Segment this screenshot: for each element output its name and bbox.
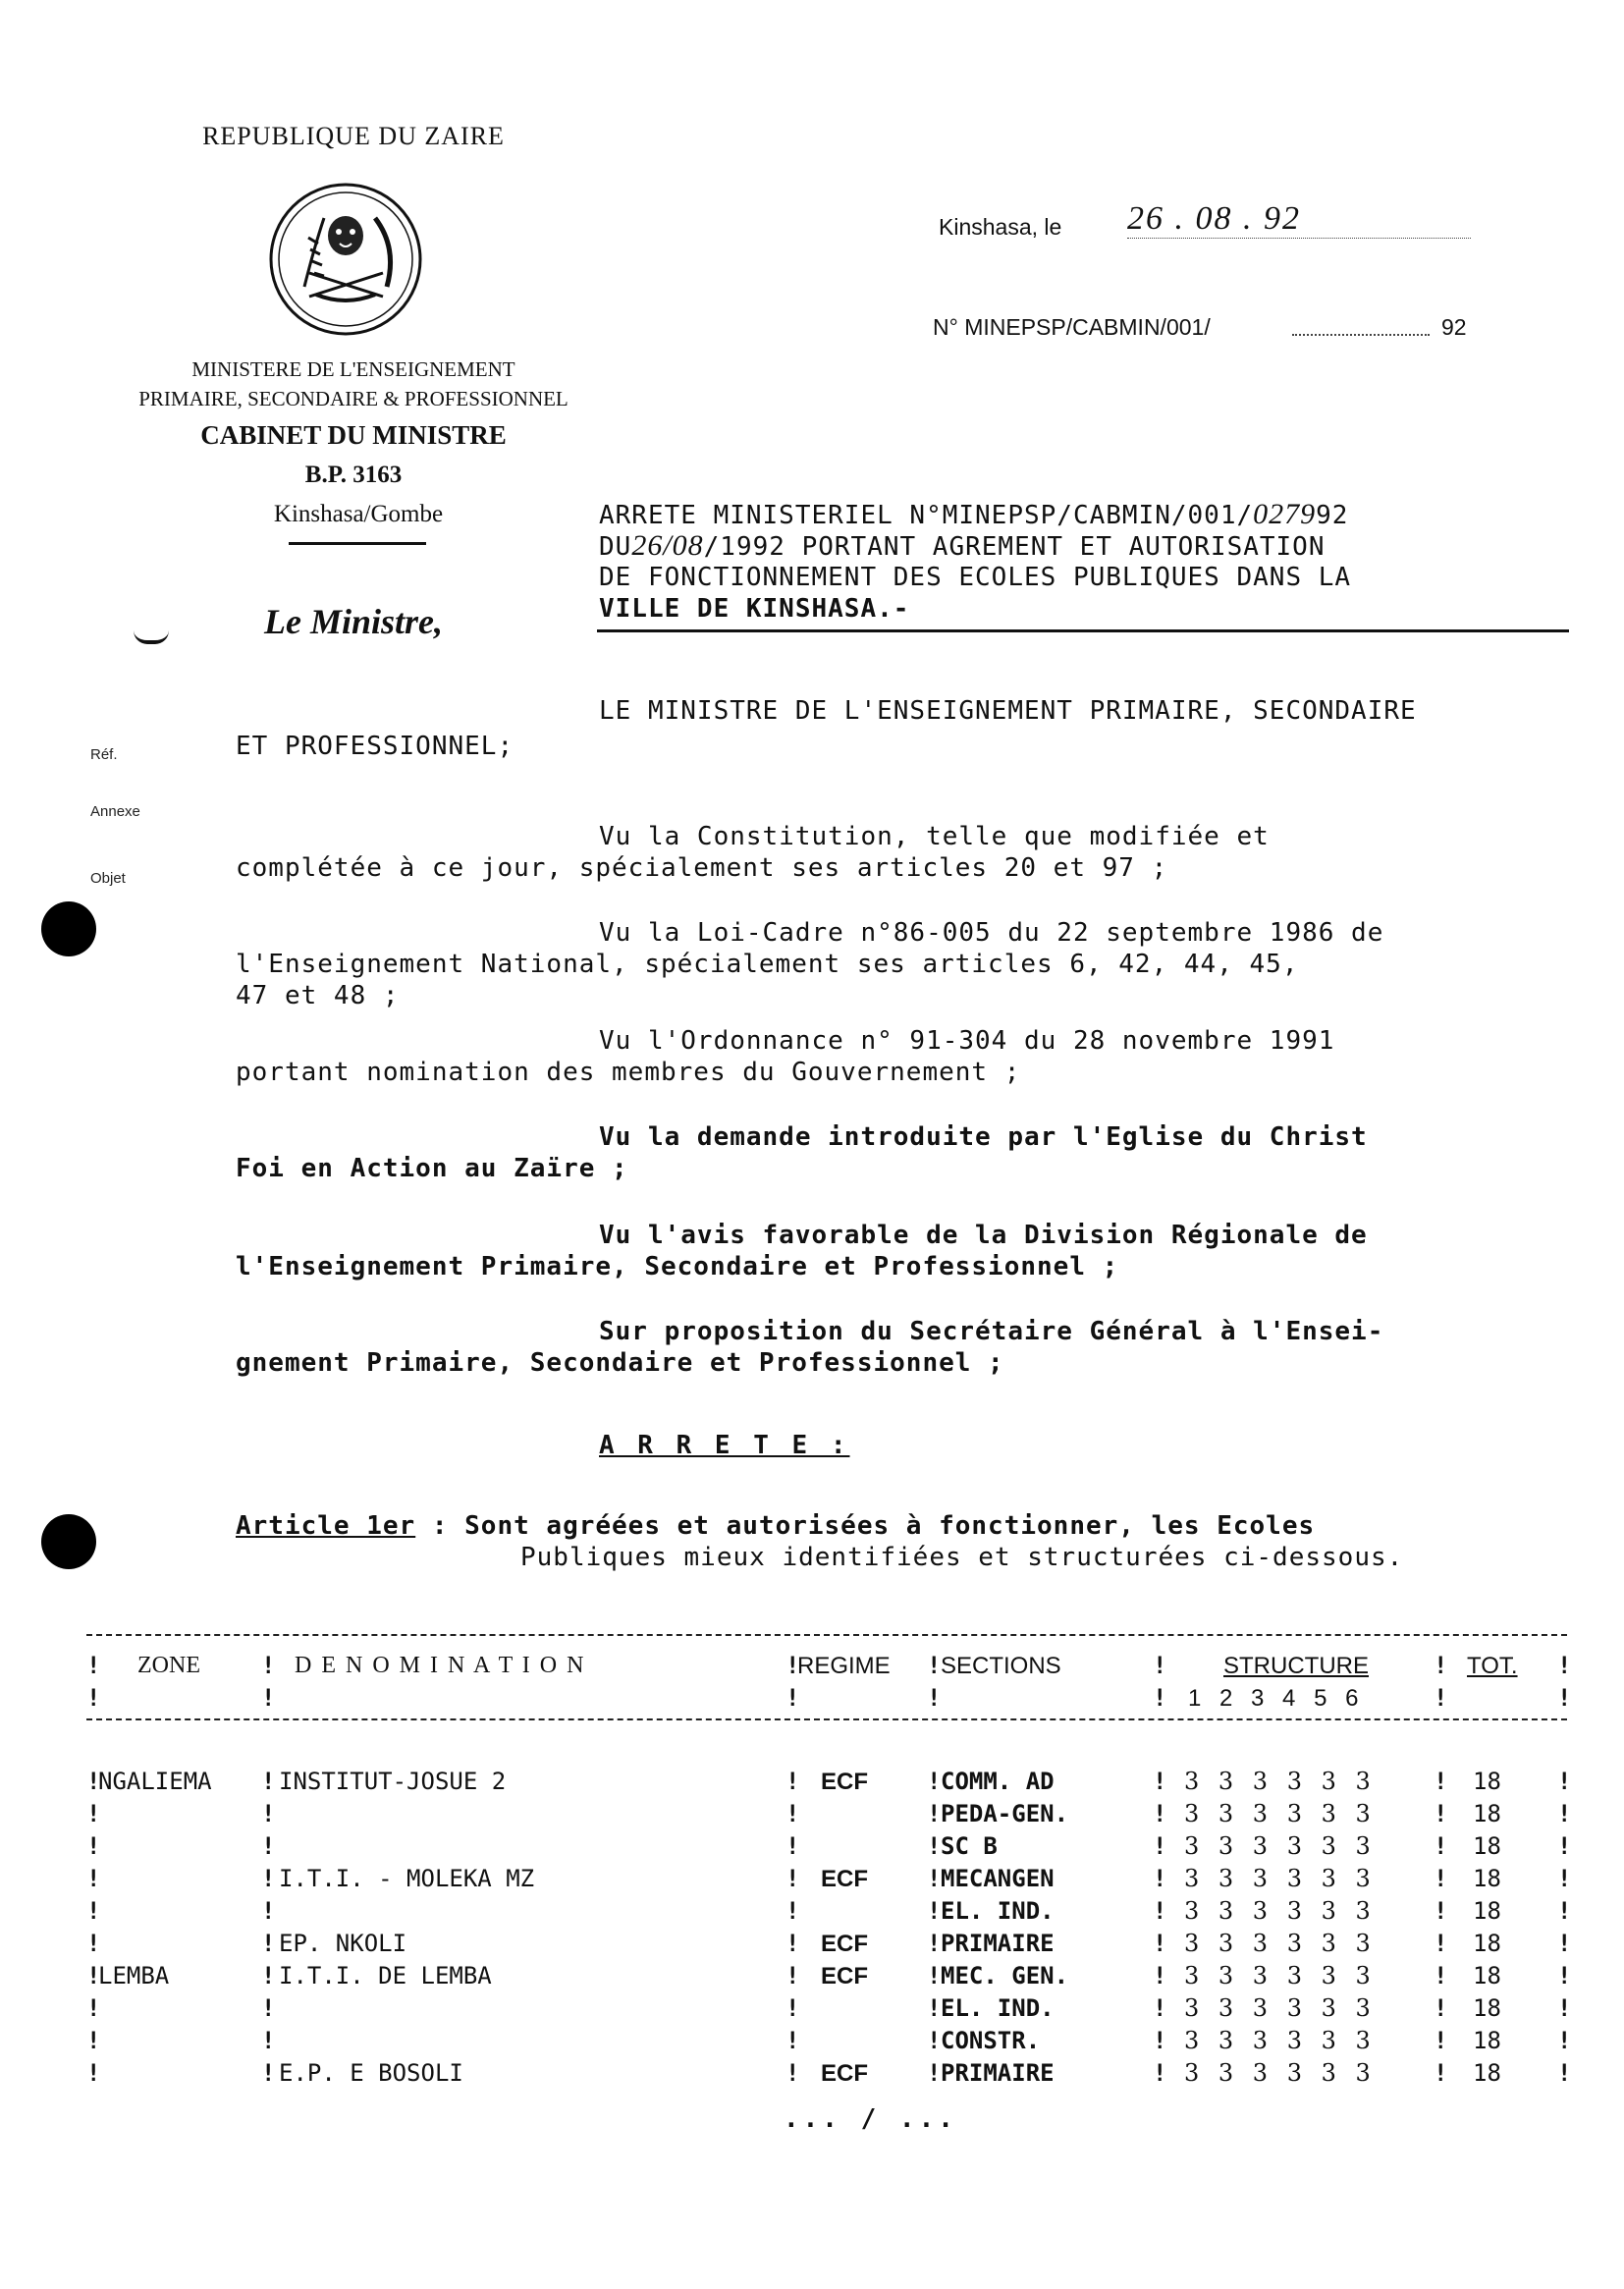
cell-section: PRIMAIRE <box>941 1930 1055 1957</box>
column-separator: ! <box>86 1832 101 1860</box>
article-1-label: Article 1er <box>236 1511 416 1541</box>
margin-annexe: Annexe <box>90 803 140 820</box>
column-separator: ! <box>927 1684 942 1712</box>
preamble-line: l'Enseignement Primaire, Secondaire et Professionnel ; <box>236 1252 1119 1281</box>
column-separator: ! <box>86 1994 101 2022</box>
column-separator: ! <box>785 1652 800 1679</box>
column-separator: ! <box>1153 1865 1167 1892</box>
column-separator: ! <box>927 1897 942 1925</box>
column-separator: ! <box>261 1865 276 1892</box>
column-separator: ! <box>785 2059 800 2087</box>
preamble-minister <box>236 695 1591 762</box>
column-separator: ! <box>1557 2059 1572 2087</box>
column-separator: ! <box>261 1652 276 1679</box>
header-total: TOT. <box>1467 1653 1518 1679</box>
cell-section: COMM. AD <box>941 1768 1055 1795</box>
column-separator: ! <box>785 1962 800 1989</box>
title-line-4: VILLE DE KINSHASA.- <box>599 594 910 624</box>
cell-section: EL. IND. <box>941 1897 1055 1925</box>
column-separator: ! <box>86 1800 101 1827</box>
punch-hole-top <box>41 901 96 956</box>
column-separator: ! <box>1434 2027 1448 2054</box>
title-handwritten-number: 0279 <box>1253 498 1317 530</box>
preamble-loi-cadre <box>236 917 1383 1011</box>
column-separator: ! <box>261 2059 276 2087</box>
column-separator: ! <box>1434 2059 1448 2087</box>
continuation-mark: ... / ... <box>784 2104 957 2134</box>
column-separator: ! <box>1434 1652 1448 1679</box>
cell-structure: 3 3 3 3 3 3 <box>1184 1865 1377 1892</box>
preamble-line: portant nomination des membres du Gouvernement ; <box>236 1058 1021 1087</box>
column-separator: ! <box>927 2059 942 2087</box>
reference-year: 92 <box>1441 314 1467 340</box>
ink-mark <box>134 630 169 644</box>
column-separator: ! <box>785 1768 800 1795</box>
column-separator: ! <box>1557 1768 1572 1795</box>
article-1-text-b: Publiques mieux identifiées et structurées ci-dessous. <box>520 1543 1404 1572</box>
title-line-2-text: /1992 PORTANT AGREMENT ET AUTORISATION <box>703 532 1326 562</box>
cell-section: PEDA-GEN. <box>941 1800 1069 1827</box>
cell-regime: ECF <box>821 2060 868 2087</box>
column-separator: ! <box>785 1800 800 1827</box>
cell-regime: ECF <box>821 1931 868 1957</box>
article-1-text-a: : Sont agréées et autorisées à fonctionner, les Ecoles <box>431 1511 1316 1541</box>
table-row <box>0 1798 1624 1830</box>
cell-structure: 3 3 3 3 3 3 <box>1184 2059 1377 2087</box>
column-separator: ! <box>1153 2059 1167 2087</box>
column-separator: ! <box>1434 1832 1448 1860</box>
cell-structure: 3 3 3 3 3 3 <box>1184 1930 1377 1957</box>
title-handwritten-date: 26/08 <box>631 529 704 562</box>
title-line-1 <box>599 499 1348 531</box>
table-header-rule <box>86 1718 1567 1720</box>
column-separator: ! <box>86 1652 101 1679</box>
column-separator: ! <box>261 1930 276 1957</box>
cell-regime: ECF <box>821 1769 868 1795</box>
cell-total: 18 <box>1473 2059 1501 2087</box>
column-separator: ! <box>1557 1684 1572 1712</box>
preamble-constitution <box>236 821 1270 884</box>
header-divider <box>289 542 426 545</box>
table-top-rule <box>86 1634 1567 1636</box>
column-separator: ! <box>927 1962 942 1989</box>
column-separator: ! <box>261 1800 276 1827</box>
ministry-line-2: PRIMAIRE, SECONDAIRE & PROFESSIONNEL <box>138 387 568 410</box>
cell-section: SC B <box>941 1832 998 1860</box>
column-separator: ! <box>785 1930 800 1957</box>
column-separator: ! <box>1434 1930 1448 1957</box>
arrete-heading: A R R E T E : <box>599 1431 850 1460</box>
column-separator: ! <box>1434 1897 1448 1925</box>
column-separator: ! <box>927 1994 942 2022</box>
margin-objet: Objet <box>90 870 126 887</box>
title-suffix: 92 <box>1316 501 1349 530</box>
cell-denomination: INSTITUT-JOSUE 2 <box>279 1768 507 1795</box>
ministry-line-1: MINISTERE DE L'ENSEIGNEMENT <box>191 357 515 381</box>
header-structure-columns: 1 2 3 4 5 6 <box>1188 1685 1365 1712</box>
column-separator: ! <box>1557 1832 1572 1860</box>
column-separator: ! <box>1153 1684 1167 1712</box>
city: Kinshasa/Gombe <box>273 501 444 527</box>
preamble-line: Vu l'avis favorable de la Division Régionale de <box>599 1221 1368 1250</box>
column-separator: ! <box>1557 2027 1572 2054</box>
column-separator: ! <box>261 1994 276 2022</box>
postal-box: B.P. 3163 <box>304 462 403 488</box>
reference-dotted-line <box>1292 334 1430 336</box>
table-row <box>0 1960 1624 1992</box>
column-separator: ! <box>927 1800 942 1827</box>
cell-total: 18 <box>1473 2027 1501 2054</box>
cell-denomination: I.T.I. DE LEMBA <box>279 1962 492 1989</box>
column-separator: ! <box>785 1897 800 1925</box>
preamble-line: ET PROFESSIONNEL; <box>236 732 514 761</box>
preamble-ordonnance <box>236 1025 1334 1088</box>
cell-structure: 3 3 3 3 3 3 <box>1184 1897 1377 1925</box>
preamble-line: l'Enseignement National, spécialement ses articles 6, 42, 44, 45, <box>236 950 1299 979</box>
cell-section: MECANGEN <box>941 1865 1055 1892</box>
preamble-line: Vu l'Ordonnance n° 91-304 du 28 novembre 1991 <box>599 1026 1335 1056</box>
preamble-line: Vu la Constitution, telle que modifiée et <box>599 822 1270 851</box>
column-separator: ! <box>1557 1897 1572 1925</box>
column-separator: ! <box>1153 1962 1167 1989</box>
republic-name: REPUBLIQUE DU ZAIRE <box>202 122 505 150</box>
header-denomination: D E N O M I N A T I O N <box>295 1653 586 1678</box>
cell-total: 18 <box>1473 1768 1501 1795</box>
column-separator: ! <box>261 1684 276 1712</box>
preamble-line: Vu la Loi-Cadre n°86-005 du 22 septembre 1986 de <box>599 918 1384 948</box>
preamble-line: Sur proposition du Secrétaire Général à l'Ensei- <box>599 1317 1384 1346</box>
column-separator: ! <box>1153 1652 1167 1679</box>
title-prefix: ARRETE MINISTERIEL N°MINEPSP/CABMIN/001/ <box>599 501 1254 530</box>
column-separator: ! <box>1557 1962 1572 1989</box>
coat-of-arms-emblem <box>265 179 426 340</box>
margin-ref: Réf. <box>90 746 118 763</box>
title-underline <box>597 629 1569 632</box>
column-separator: ! <box>86 2059 101 2087</box>
table-row <box>0 1895 1624 1928</box>
cell-structure: 3 3 3 3 3 3 <box>1184 1994 1377 2022</box>
cell-structure: 3 3 3 3 3 3 <box>1184 1962 1377 1989</box>
date-handwritten: 26 . 08 . 92 <box>1127 200 1471 239</box>
cell-total: 18 <box>1473 1865 1501 1892</box>
column-separator: ! <box>86 1865 101 1892</box>
column-separator: ! <box>1557 1652 1572 1679</box>
cell-denomination: E.P. E BOSOLI <box>279 2059 463 2087</box>
column-separator: ! <box>1557 1994 1572 2022</box>
column-separator: ! <box>1557 1865 1572 1892</box>
column-separator: ! <box>1153 2027 1167 2054</box>
cell-section: MEC. GEN. <box>941 1962 1069 1989</box>
cell-section: EL. IND. <box>941 1994 1055 2022</box>
preamble-line: Vu la demande introduite par l'Eglise du Christ <box>599 1122 1368 1152</box>
title-line-2 <box>599 530 1325 563</box>
table-row <box>0 2057 1624 2090</box>
cell-structure: 3 3 3 3 3 3 <box>1184 1832 1377 1860</box>
table-header-row <box>0 1650 1624 1682</box>
cell-regime: ECF <box>821 1963 868 1989</box>
column-separator: ! <box>785 1994 800 2022</box>
column-separator: ! <box>1153 1800 1167 1827</box>
column-separator: ! <box>1153 1994 1167 2022</box>
column-separator: ! <box>86 1962 101 1989</box>
signatory-title: Le Ministre, <box>263 602 443 641</box>
column-separator: ! <box>927 1768 942 1795</box>
cell-structure: 3 3 3 3 3 3 <box>1184 1768 1377 1795</box>
column-separator: ! <box>1434 1994 1448 2022</box>
header-regime: REGIME <box>797 1653 891 1679</box>
column-separator: ! <box>261 1962 276 1989</box>
place-label: Kinshasa, le <box>939 214 1062 240</box>
column-separator: ! <box>785 1832 800 1860</box>
preamble-demande <box>236 1121 1368 1184</box>
cell-regime: ECF <box>821 1866 868 1892</box>
column-separator: ! <box>927 1832 942 1860</box>
cell-denomination: I.T.I. - MOLEKA MZ <box>279 1865 535 1892</box>
cell-denomination: EP. NKOLI <box>279 1930 407 1957</box>
cell-section: CONSTR. <box>941 2027 1041 2054</box>
cell-structure: 3 3 3 3 3 3 <box>1184 2027 1377 2054</box>
preamble-line: LE MINISTRE DE L'ENSEIGNEMENT PRIMAIRE, SECONDAIRE <box>599 696 1417 726</box>
header-sections: SECTIONS <box>941 1653 1061 1679</box>
column-separator: ! <box>261 1768 276 1795</box>
cabinet-title: CABINET DU MINISTRE <box>200 420 507 450</box>
column-separator: ! <box>1557 1800 1572 1827</box>
preamble-line: gnement Primaire, Secondaire et Professionnel ; <box>236 1348 1004 1378</box>
column-separator: ! <box>261 1832 276 1860</box>
preamble-line: Foi en Action au Zaïre ; <box>236 1154 628 1183</box>
column-separator: ! <box>785 2027 800 2054</box>
cell-structure: 3 3 3 3 3 3 <box>1184 1800 1377 1827</box>
column-separator: ! <box>86 1897 101 1925</box>
table-row <box>0 1766 1624 1798</box>
column-separator: ! <box>1434 1768 1448 1795</box>
column-separator: ! <box>1153 1768 1167 1795</box>
column-separator: ! <box>927 2027 942 2054</box>
preamble-avis <box>236 1220 1368 1282</box>
cell-section: PRIMAIRE <box>941 2059 1055 2087</box>
cell-total: 18 <box>1473 1897 1501 1925</box>
column-separator: ! <box>1434 1962 1448 1989</box>
table-row <box>0 1928 1624 1960</box>
table-row <box>0 1992 1624 2025</box>
cell-total: 18 <box>1473 1994 1501 2022</box>
column-separator: ! <box>1153 1930 1167 1957</box>
column-separator: ! <box>927 1865 942 1892</box>
column-separator: ! <box>785 1865 800 1892</box>
column-separator: ! <box>86 2027 101 2054</box>
column-separator: ! <box>1434 1684 1448 1712</box>
column-separator: ! <box>86 1768 101 1795</box>
column-separator: ! <box>1434 1800 1448 1827</box>
column-separator: ! <box>1153 1897 1167 1925</box>
preamble-line: complétée à ce jour, spécialement ses articles 20 et 97 ; <box>236 853 1168 883</box>
table-row <box>0 2025 1624 2057</box>
cell-total: 18 <box>1473 1800 1501 1827</box>
table-row <box>0 1830 1624 1863</box>
punch-hole-bottom <box>41 1514 96 1569</box>
column-separator: ! <box>261 1897 276 1925</box>
table-subheader-row <box>0 1682 1624 1715</box>
column-separator: ! <box>1153 1832 1167 1860</box>
header-structure: STRUCTURE <box>1223 1653 1369 1679</box>
column-separator: ! <box>1557 1930 1572 1957</box>
cell-total: 18 <box>1473 1930 1501 1957</box>
reference-label: N° MINEPSP/CABMIN/001/ <box>933 314 1211 340</box>
article-1 <box>236 1510 1315 1542</box>
cell-zone: LEMBA <box>98 1962 170 1989</box>
cell-zone: NGALIEMA <box>98 1768 212 1795</box>
preamble-line: 47 et 48 ; <box>236 981 400 1010</box>
column-separator: ! <box>927 1930 942 1957</box>
column-separator: ! <box>86 1684 101 1712</box>
column-separator: ! <box>785 1684 800 1712</box>
table-row <box>0 1863 1624 1895</box>
preamble-proposition <box>236 1316 1383 1379</box>
column-separator: ! <box>86 1930 101 1957</box>
column-separator: ! <box>927 1652 942 1679</box>
header-zone: ZONE <box>137 1653 200 1678</box>
column-separator: ! <box>261 2027 276 2054</box>
title-du: DU <box>599 532 632 562</box>
cell-total: 18 <box>1473 1962 1501 1989</box>
column-separator: ! <box>1434 1865 1448 1892</box>
title-line-3: DE FONCTIONNEMENT DES ECOLES PUBLIQUES DANS LA <box>599 563 1352 592</box>
cell-total: 18 <box>1473 1832 1501 1860</box>
